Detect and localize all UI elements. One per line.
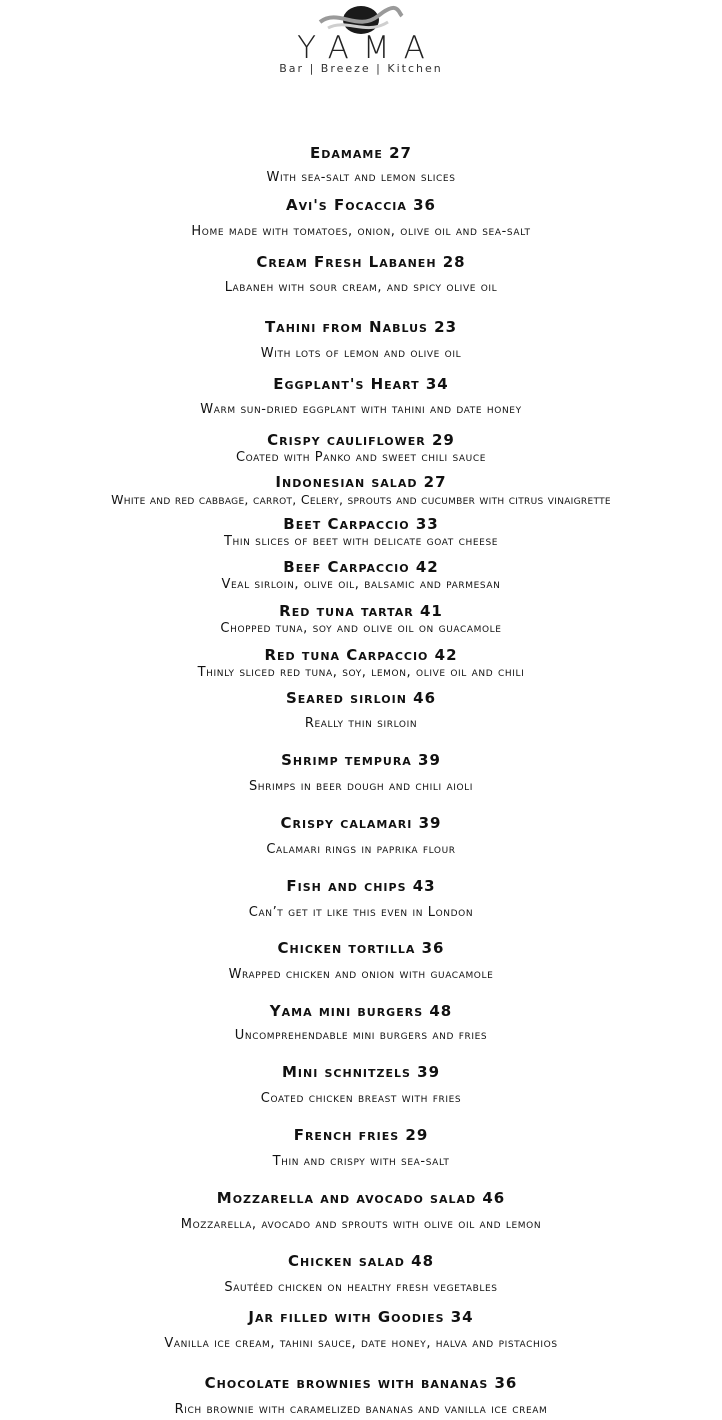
menu-item-title: Beef Carpaccio 42 <box>283 558 439 576</box>
menu-item-desc: Shrimps in beer dough and chili aioli <box>248 779 474 794</box>
menu-item-title: Seared sirloin 46 <box>285 689 437 707</box>
menu-item-title: Shrimp tempura 39 <box>281 751 441 769</box>
menu-item-desc: With sea-salt and lemon slices <box>266 170 456 185</box>
menu-item-desc: Home made with tomatoes, onion, olive oil and sea-salt <box>191 224 531 239</box>
menu-item-desc: Coated chicken breast with fries <box>260 1091 462 1106</box>
menu-item-title: Jar filled with Goodies 34 <box>248 1308 474 1326</box>
menu-item-desc: Warm sun-dried eggplant with tahini and date honey <box>200 402 522 417</box>
menu-item-desc: Thin and crispy with sea-salt <box>272 1154 450 1169</box>
menu-item-desc: Can’t get it like this even in London <box>248 905 474 920</box>
menu-item-desc: Chopped tuna, soy and olive oil on guacamole <box>220 621 502 636</box>
menu-item-title: Indonesian salad 27 <box>275 473 447 491</box>
menu-item-title: Crispy calamari 39 <box>280 814 442 832</box>
menu-item-desc: Mozzarella, avocado and sprouts with olive oil and lemon <box>180 1217 542 1232</box>
menu-item-title: Edamame 27 <box>310 144 412 162</box>
menu-item-title: Fish and chips 43 <box>286 877 436 895</box>
menu-item-desc: Really thin sirloin <box>304 716 418 731</box>
menu-item-title: Chocolate brownies with bananas 36 <box>204 1374 518 1392</box>
menu-item-desc: Thinly sliced red tuna, soy, lemon, olive oil and chili <box>197 665 525 680</box>
menu-item-title: French fries 29 <box>293 1126 429 1144</box>
menu-item-title: Red tuna Carpaccio 42 <box>264 646 458 664</box>
menu-item-title: Chicken tortilla 36 <box>277 939 445 957</box>
menu-item-desc: Thin slices of beet with delicate goat cheese <box>223 534 499 549</box>
menu-item-desc: Rich brownie with caramelized bananas and vanilla ice cream <box>174 1402 548 1417</box>
menu-item-desc: With lots of lemon and olive oil <box>260 346 462 361</box>
menu-item-title: Cream Fresh Labaneh 28 <box>256 253 466 271</box>
menu-item-desc: White and red cabbage, carrot, Celery, sprouts and cucumber with citrus vinaigrette <box>111 492 611 507</box>
menu-item-title: Chicken salad 48 <box>287 1252 435 1270</box>
menu-item-desc: Veal sirloin, olive oil, balsamic and parmesan <box>221 577 501 592</box>
menu-item-title: Avi's Focaccia 36 <box>286 196 436 214</box>
menu-item-desc: Sautéed chicken on healthy fresh vegetables <box>224 1280 498 1295</box>
menu-item-title: Mini schnitzels 39 <box>281 1063 441 1081</box>
menu-item-title: Crispy cauliflower 29 <box>267 431 455 449</box>
menu-item-title: Beet Carpaccio 33 <box>283 515 439 533</box>
brand-logo <box>0 0 722 90</box>
menu-item-title: Yama mini burgers 48 <box>269 1002 453 1020</box>
menu-item-desc: Vanilla ice cream, tahini sauce, date honey, halva and pistachios <box>164 1336 558 1351</box>
brand-name: YAMA <box>297 30 439 66</box>
menu-item-desc: Coated with Panko and sweet chili sauce <box>235 450 487 465</box>
menu-item-desc: Uncomprehendable mini burgers and fries <box>234 1028 488 1043</box>
menu-item-desc: Labaneh with sour cream, and spicy olive oil <box>224 280 498 295</box>
menu-item-title: Eggplant's Heart 34 <box>273 375 449 393</box>
brand-tagline: Bar | Breeze | Kitchen <box>279 62 443 75</box>
menu-item-title: Tahini from Nablus 23 <box>264 318 458 336</box>
menu-item-title: Mozzarella and avocado salad 46 <box>216 1189 506 1207</box>
menu-item-desc: Wrapped chicken and onion with guacamole <box>228 967 494 982</box>
menu-item-desc: Calamari rings in paprika flour <box>266 842 456 857</box>
menu-item-title: Red tuna tartar 41 <box>279 602 443 620</box>
